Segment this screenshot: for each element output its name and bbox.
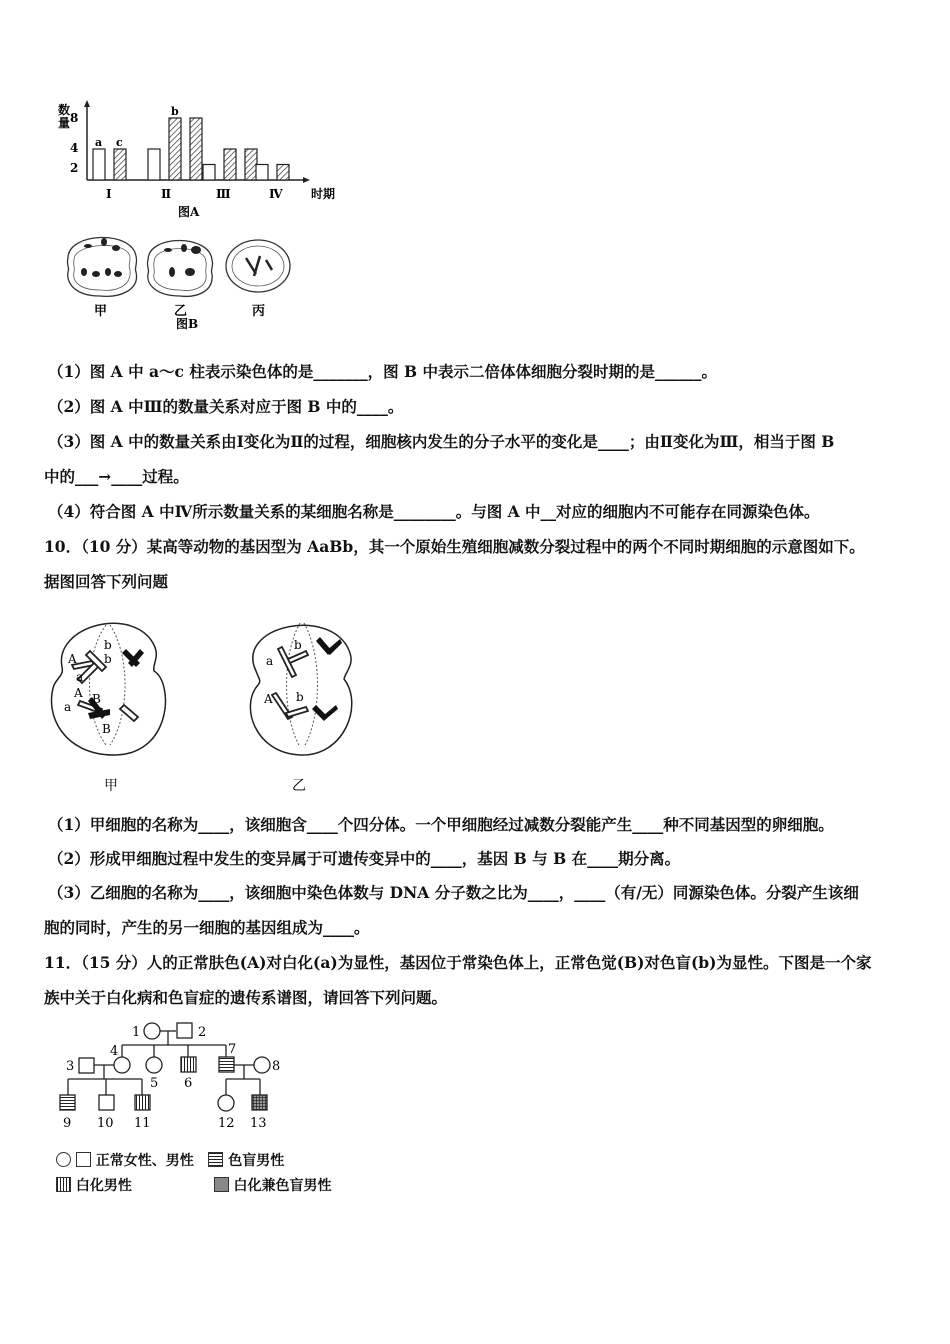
q10-part3-line1: （3）乙细胞的名称为____，该细胞中染色体数与 DNA 分子数之比为____，____（有/无）同源染色体。分裂产生该细 [48, 883, 859, 902]
pedigree-8 [254, 1057, 270, 1073]
bar-c-3 [245, 149, 257, 180]
y-tick-8: 8 [70, 111, 79, 125]
legend-circle-icon [56, 1152, 71, 1167]
pedigree-4 [114, 1057, 130, 1073]
cell-bing-label: 丙 [252, 304, 266, 319]
allele-A-1: A [68, 652, 77, 666]
y-axis-label-2: 量 [58, 116, 71, 130]
allele-B-2: B [102, 722, 111, 736]
q10-cell-yi-label: 乙 [292, 778, 306, 794]
q10-cell-yi [250, 623, 351, 794]
pedigree-chart [48, 1015, 308, 1135]
series-label-b: b [171, 105, 179, 118]
legend-colorblind-icon [208, 1152, 223, 1167]
bar-c-2 [190, 118, 202, 180]
x-axis-label: 时期 [311, 187, 336, 201]
cell-jia-label: 甲 [94, 304, 108, 319]
bar-b-3 [224, 149, 236, 180]
y-tick-2: 2 [70, 161, 79, 175]
pedigree-label-7: 7 [228, 1042, 237, 1057]
q10-part3-line2: 胞的同时，产生的另一细胞的基因组成为____。 [44, 918, 370, 937]
pedigree-9 [60, 1095, 75, 1110]
q9-part3-line2: 中的___→____过程。 [44, 467, 189, 486]
q10-stem-line1: 10．（10 分）某高等动物的基因型为 AaBb，其一个原始生殖细胞减数分裂过程中的两个不同时期细胞的示意图如下。 [44, 537, 865, 556]
legend-row-1 [56, 1150, 284, 1170]
cell-bing [226, 240, 290, 319]
pedigree-label-13: 13 [250, 1116, 267, 1131]
pedigree-label-5: 5 [150, 1076, 159, 1091]
bar-a-1 [93, 149, 105, 180]
pedigree-label-4: 4 [110, 1044, 119, 1059]
bar-a-3 [203, 165, 215, 181]
pedigree-label-2: 2 [198, 1025, 207, 1040]
x-tick-1: Ⅰ [106, 187, 112, 201]
pedigree-10 [99, 1095, 114, 1110]
figure-a-caption: 图A [178, 205, 200, 219]
q10-part2: （2）形成甲细胞过程中发生的变异属于可遗传变异中的____，基因 B 与 B 在____期分离。 [48, 849, 681, 868]
pedigree-label-6: 6 [184, 1076, 193, 1091]
y-tick-4: 4 [70, 141, 79, 155]
q9-part2: （2）图 A 中Ⅲ的数量关系对应于图 B 中的____。 [48, 397, 404, 416]
allele-B-1: B [92, 692, 101, 706]
pedigree-label-10: 10 [97, 1116, 114, 1131]
pedigree-13 [252, 1095, 267, 1110]
allele-a-3: a [266, 654, 274, 668]
pedigree-label-11: 11 [134, 1116, 151, 1131]
x-tick-2: Ⅱ [161, 187, 172, 201]
allele-A-2: A [74, 686, 83, 700]
pedigree-label-8: 8 [272, 1059, 281, 1074]
pedigree-2 [177, 1023, 192, 1038]
q9-part1: （1）图 A 中 a～c 柱表示染色体的是_______，图 B 中表示二倍体体细胞分裂时期的是______。 [48, 362, 718, 381]
q10-part1: （1）甲细胞的名称为____，该细胞含____个四分体。一个甲细胞经过减数分裂能产生____种不同基因型的卵细胞。 [48, 815, 834, 834]
figure-b-caption: 图B [176, 317, 199, 330]
pedigree-7 [219, 1057, 234, 1072]
legend-both-icon [214, 1177, 229, 1192]
pedigree-1 [144, 1023, 160, 1039]
pedigree-11 [135, 1095, 150, 1110]
allele-a-2: a [64, 700, 72, 714]
pedigree-5 [146, 1057, 162, 1073]
allele-b-1: b [104, 638, 112, 652]
q9-part4: （4）符合图 A 中Ⅳ所示数量关系的某细胞名称是________。与图 A 中__对应的细胞内不可能存在同源染色体。 [48, 502, 820, 521]
cell-yi [147, 241, 212, 320]
pedigree-3 [79, 1058, 94, 1073]
cell-jia [67, 237, 136, 319]
allele-b-4: b [296, 690, 304, 704]
series-label-c: c [116, 136, 123, 149]
q10-cell-jia [52, 623, 166, 794]
pedigree-6 [181, 1057, 196, 1072]
pedigree-label-9: 9 [63, 1116, 72, 1131]
legend-normal-label: 正常女性、男性 [95, 1153, 194, 1169]
pedigree-label-12: 12 [218, 1116, 235, 1131]
q11-stem-line2: 族中关于白化病和色盲症的遗传系谱图，请回答下列问题。 [44, 988, 448, 1007]
cell-yi-label: 乙 [174, 304, 188, 319]
allele-A-3: A [264, 692, 273, 706]
x-tick-3: Ⅲ [216, 187, 231, 201]
q11-stem-line1: 11．（15 分）人的正常肤色(A)对白化(a)为显性，基因位于常染色体上，正常色觉(B)对色盲(b)为显性。下图是一个家 [44, 953, 872, 972]
figure-b-cells [60, 220, 310, 330]
y-axis-label-1: 数 [58, 103, 71, 117]
y-axis-arrow [84, 100, 90, 107]
legend-albino-label: 白化男性 [75, 1178, 132, 1194]
bar-c-4 [277, 165, 289, 181]
bar-a-4 [256, 165, 268, 181]
bar-a-2 [148, 149, 160, 180]
pedigree-label-3: 3 [66, 1059, 75, 1074]
q10-stem-line2: 据图回答下列问题 [44, 572, 169, 591]
legend-colorblind-label: 色盲男性 [228, 1153, 285, 1169]
allele-b-2: b [104, 652, 112, 666]
q10-cell-jia-label: 甲 [104, 778, 118, 794]
series-label-a: a [95, 136, 103, 149]
bar-c-1 [114, 149, 126, 180]
legend-row-2 [56, 1175, 332, 1195]
pedigree-12 [218, 1095, 234, 1111]
legend-square-icon [76, 1152, 91, 1167]
allele-b-3: b [294, 638, 302, 652]
bar-group [93, 105, 289, 180]
bar-b-2 [169, 118, 181, 180]
figure-a-chart [48, 100, 348, 225]
allele-a-1: a [76, 670, 84, 684]
legend-albino-icon [56, 1177, 71, 1192]
pedigree-label-1: 1 [132, 1025, 141, 1040]
x-axis-arrow [303, 177, 310, 183]
q9-part3-line1: （3）图 A 中的数量关系由Ⅰ变化为Ⅱ的过程，细胞核内发生的分子水平的变化是____；由Ⅱ变化为Ⅲ，相当于图 B [48, 432, 835, 451]
legend-both-label: 白化兼色盲男性 [233, 1178, 332, 1194]
x-tick-4: Ⅳ [269, 187, 283, 201]
q10-cell-figures [44, 605, 374, 805]
